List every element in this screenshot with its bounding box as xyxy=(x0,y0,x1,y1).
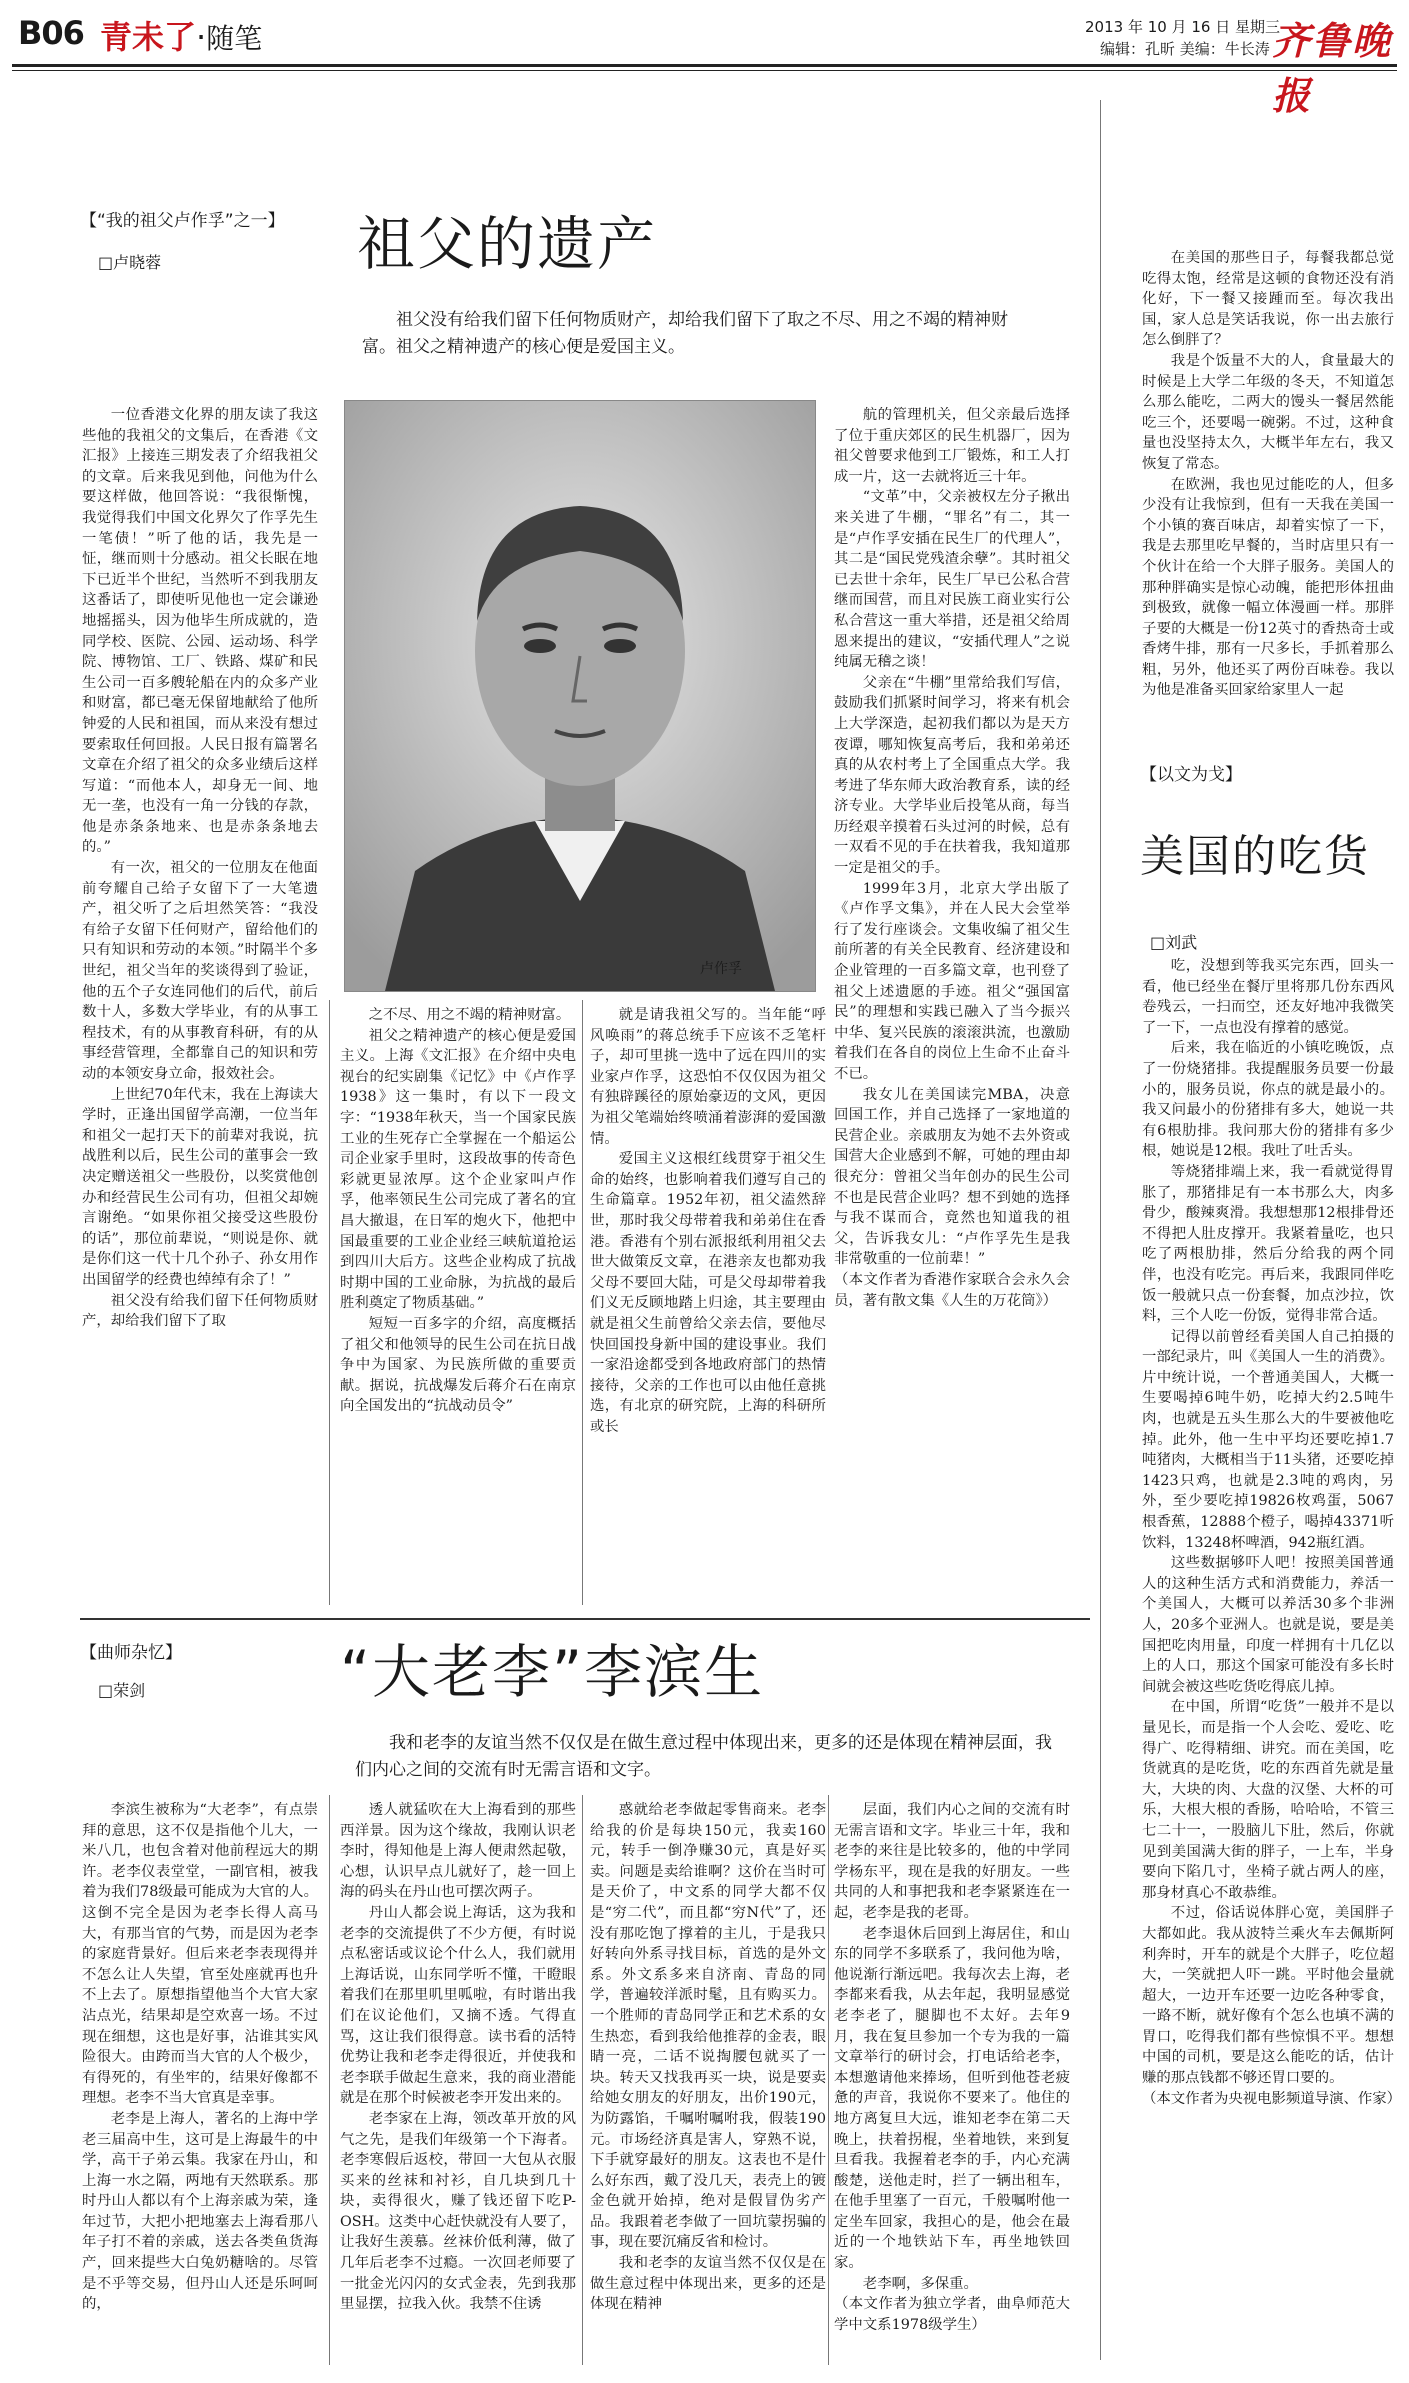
author-note: （本文作者为央视电影频道导演、作家） xyxy=(1142,2090,1402,2107)
photo-caption: 卢作孚 xyxy=(700,961,742,977)
paragraph: 祖父没有给我们留下任何物质财产，却给我们留下了取 xyxy=(82,1292,318,1330)
column-tag: 【曲师杂忆】 xyxy=(80,1643,182,1663)
column-divider xyxy=(828,1795,829,2365)
paragraph: 不过，俗话说体胖心宽，美国胖子大都如此。我从波特兰乘火车去佩斯阿利奔时，开车的就是个大胖子，吃位超大，一笑就把人吓一跳。平时他会量就超大，一边开车还要一边吃各种零食，一路不断，就好像有个怎么也填不满的胃口，吃得我们都有些惊惧不平。想想中国的司机，要是这么能吃的话，估计赚的那点钱都不够还胃口要的。 xyxy=(1142,1905,1394,2087)
section-sub: 随笔 xyxy=(206,22,263,55)
paragraph: 在美国的那些日子，每餐我都总觉吃得太饱，经常是这顿的食物还没有消化好，下一餐又接踵而至。每次我出国，家人总是笑话我说，你一出去旅行怎么倒胖了？ xyxy=(1142,250,1394,349)
header-rule-thin xyxy=(12,70,1397,71)
paragraph: 上世纪70年代末，我在上海读大学时，正逢出国留学高潮，一位当年和祖父一起打天下的前辈对我说，抗战胜利以后，民生公司的董事会一致决定赠送祖父一些股份，以奖赏他创办和经营民生公司有功，但祖父却婉言谢绝。“如果你祖父接受这些股份的话”，那位前辈说，“则说是你、就是你们这一代十几个孙子、孙女用作出国留学的经费也绰绰有余了！” xyxy=(82,1086,318,1288)
section-name: 青未了 xyxy=(100,18,197,56)
author-note: （本文作者为香港作家联合会永久会员，著有散文集《人生的万花筒》） xyxy=(834,1271,1070,1309)
article3-column-3 xyxy=(590,1800,826,2365)
byline: □刘武 xyxy=(1150,933,1198,952)
column-divider xyxy=(582,1000,583,1605)
section-dot: · xyxy=(196,18,207,56)
paragraph: 记得以前曾经看美国人自己拍摄的一部纪录片，叫《美国人一生的消费》。片中统计说，一个普通美国人，大概一生要喝掉6吨牛奶，吃掉大约2.5吨牛肉，也就是五头生那么大的牛要被他吃掉。此外，他一生中平均还要吃掉1.7吨猪肉，大概相当于11头猪，还要吃掉1423只鸡，也就是2.3吨的鸡肉，另外，至少要吃掉19826枚鸡蛋，5067根香蕉，12888个橙子，喝掉43371听饮料，13248杯啤酒，942瓶红酒。 xyxy=(1142,1328,1394,1551)
article-title: 美国的吃货 xyxy=(1140,831,1370,882)
paragraph: 老李啊，多保重。 xyxy=(862,2275,978,2292)
paragraph: 我和老李的友谊当然不仅仅是在做生意过程中体现出来，更多的还是体现在精神 xyxy=(590,2255,826,2313)
paragraph: 老李退休后回到上海居住，和山东的同学不多联系了，我问他为啥，他说渐行渐远吧。我每次去上海，老李都来看我，从去年起，我明显感觉老李老了，腿脚也不太好。去年9月，我在复旦参加一个专为我的一篇文章举行的研讨会，打电话给老李，本想邀请他来捧场，但听到他苍老疲惫的声音，我说你不要来了。他住的地方离复旦大远，谁知老李在第二天晚上，扶着拐棍，坐着地铁，来到复旦看我。我握着老李的手，内心充满酸楚，送他走时，拦了一辆出租车，在他手里塞了一百元，千般嘱咐他一定坐车回家，我担心的是，他会在最近的一个地铁站下车，再坐地铁回家。 xyxy=(834,1925,1070,2272)
author-note: （本文作者为独立学者，曲阜师范大学中文系1978级学生） xyxy=(834,2296,1070,2333)
paragraph: 有一次，祖父的一位朋友在他面前夸耀自己给子女留下了一大笔遗产，祖父听了之后坦然笑答：“我没有给子女留下任何财产，留给他们的只有知识和劳动的本领。”时隔半个多世纪，祖父当年的奖谈得到了验证，他的五个子女连同他们的后代，前后数十人，多数大学毕业，有的从事工程技术，有的从事教育科研，有的从事经营管理，全都靠自己的知识和劳动的本领安身立命，报效社会。 xyxy=(82,860,318,1082)
portrait-photo xyxy=(344,400,816,992)
paragraph: 层面，我们内心之间的交流有时无需言语和文字。毕业三十年，我和老李的来往是比较多的，他的中学同学杨东平，现在是我的好朋友。一些共同的人和事把我和老李紧紧连在一起，老李是我的老哥。 xyxy=(834,1802,1070,1921)
paragraph: 老李家在上海，领改革开放的风气之先，是我们年级第一个下海者。老李寒假后返校，带回一大包从衣服买来的丝袜和衬衫，自几块到几十块，卖得很火，赚了钱还留下吃P-OSH。这类中心赶快就没有人要了，让我好生羡慕。丝袜价低利薄，做了几年后老李不过瘾。一次回老师要了一批金光闪闪的女式金表，先到我那里显摆，拉我入伙。我禁不住诱 xyxy=(340,2110,576,2313)
section-rule xyxy=(80,1618,1090,1620)
column-tag: 【“我的祖父卢作孚”之一】 xyxy=(80,211,285,231)
paragraph: 等烧猪排端上来，我一看就觉得胃胀了，那猪排足有一本书那么大，肉多骨少，酸辣爽滑。我想想那12根排骨还不得把人肚皮撑开。我紧着量吃，也只吃了两根肋排，然后分给我的两个同伴，也没有吃完。再后来，我跟同伴吃饭一般就只点一份套餐，加点沙拉，饮料，三个人吃一份饭，觉得非常合适。 xyxy=(1142,1163,1394,1325)
article-title: 祖父的遗产 xyxy=(357,210,658,278)
paragraph: 惑就给老李做起零售商来。老李给我的价是每块150元，我卖160元，转手一倒净赚30元，真是好买卖。问题是卖给谁啊？这价在当时可是天价了，中文系的同学大都不仅是“穷二代”，而且都“穷N代”了，还没有那吃饱了撑着的主儿，于是我只好转向外系寻找目标，首选的是外文系。外文系多来自济南、青岛的同学，普遍较洋派时髦，且有购买力。一个胜师的青岛同学正和艺术系的女生热恋，看到我给他推荐的金表，眼睛一亮，二话不说掏腰包就买了一块。转天又找我再买一块，说是要卖给她女朋友的好朋友，出价190元，为防露馅，千嘱咐嘱咐我，假装190元。市场经济真是害人，穿熟不说，下手就穿最好的朋友。这表也不是什么好东西，戴了没几天，表壳上的镀金色就开始掉，绝对是假冒伪劣产品。我跟着老李做了一回坑蒙拐骗的事，现在要沉痛反省和检讨。 xyxy=(590,1802,826,2251)
paragraph: 父亲在“牛棚”里常给我们写信，鼓励我们抓紧时间学习，将来有机会上大学深造，起初我们都以为是天方夜谭，哪知恢复高考后，我和弟弟还真的从农村考上了全国重点大学。我考进了华东师大政治教育系，读的经济专业。大学毕业后投笔从商，每当历经艰辛摸着石头过河的时候，总有一双看不见的手在扶着我，我知道那一定是祖父的手。 xyxy=(834,674,1070,877)
article2-column-top xyxy=(1142,248,1394,753)
paragraph: 透人就猛吹在大上海看到的那些西洋景。因为这个缘故，我刚认识老李时，得知他是上海人便肃然起敬，心想，认识早点儿就好了，趁一回上海的码头在丹山也可摆次两子。 xyxy=(340,1802,576,1901)
column-divider xyxy=(329,1795,330,2365)
article2-column-bottom xyxy=(1142,956,1402,2366)
paragraph: 后来，我在临近的小镇吃晚饭，点了一份烧猪排。我提醒服务员要一份最小的，服务员说，你点的就是最小的。我又问最小的份猪排有多大，她说一共有6根肋排。我问那大份的猪排有多少根，她说是12根。我吐了吐舌头。 xyxy=(1142,1040,1394,1160)
article3-column-4 xyxy=(834,1800,1070,2365)
paragraph: 这些数据够吓人吧！按照美国普通人的这种生活方式和消费能力，养活一个美国人，大概可以养活30多个非洲人，20多个亚洲人。也就是说，要是美国把吃肉用量，印度一样拥有十几亿以上的人口，那这个国家可能没有多长时间就会被这些吃货吃得底儿掉。 xyxy=(1142,1555,1394,1695)
column-tag: 【以文为戈】 xyxy=(1140,765,1242,785)
paragraph: 航的管理机关，但父亲最后选择了位于重庆郊区的民生机器厂，因为祖父曾要求他到工厂锻炼，和工人打成一片，这一去就将近三十年。 xyxy=(834,407,1070,485)
paragraph: 就是请我祖父写的。当年能“呼风唤雨”的蒋总统手下应该不乏笔杆子，却可里挑一选中了远在四川的实业家卢作孚，这恐怕不仅仅因为祖父有独辟蹊径的原始豪迈的文风，更因为祖父笔端始终喷涌着澎湃的爱国激情。 xyxy=(590,1007,826,1147)
paragraph: 在中国，所谓“吃货”一般并不是以量见长，而是指一个人会吃、爱吃、吃得广、吃得精细、讲究。而在美国，吃货就真的是吃货，吃的东西首先就是量大，大块的肉、大盘的汉堡、大杯的可乐，大根大根的香肠，哈哈哈，不管三七二十一，一股脑儿下肚，然后，你就见到美国满大街的胖子，一上车，半身要向下陷几寸，坐椅子就占两人的座，那身材真心不敢恭维。 xyxy=(1142,1699,1394,1901)
paragraph: 吃，没想到等我买完东西，回头一看，他已经坐在餐厅里将那几份东西风卷残云，一扫而空，还友好地冲我微笑了一下，一点也没有撑着的感觉。 xyxy=(1142,958,1394,1036)
article1-column-2 xyxy=(340,1005,576,1605)
page-number: B06 xyxy=(18,14,84,52)
section-title xyxy=(100,12,262,58)
article-title: “大老李”李滨生 xyxy=(340,1638,765,1706)
article1-column-1 xyxy=(82,405,318,1330)
paragraph: 我女儿在美国读完MBA，决意回国工作，并自己选择了一家地道的民营企业。亲戚朋友为她不去外资或国营大企业感到不解，可她的理由却很充分：曾祖父当年创办的民生公司不也是民营企业吗？想不到她的选择与我不谋而合，竟然也知道我的祖父，告诉我女儿：“卢作孚先生是我非常敬重的一位前辈！” xyxy=(834,1086,1070,1268)
issue-date: 2013 年 10 月 16 日 星期三 xyxy=(1085,18,1280,36)
article1-column-4 xyxy=(834,405,1070,1605)
paragraph: 老李是上海人，著名的上海中学老三届高中生，这可是上海最牛的中学，高干子弟云集。我家在丹山，和上海一水之隔，两地有天然联系。那时丹山人都以有个上海亲戚为荣，逢年过节，大把小把地塞去上海看那八年子打不着的亲戚，送去各类鱼货海产，回来提些大白兔奶糖啥的。尽管是不乎等交易，但丹山人还是乐呵呵的， xyxy=(82,2110,318,2313)
portrait-illustration xyxy=(345,401,815,991)
article3-column-2 xyxy=(340,1800,576,2365)
header-rule xyxy=(12,64,1397,67)
column-divider xyxy=(582,1795,583,2365)
article-lede: 祖父没有给我们留下任何物质财产，却给我们留下了取之不尽、用之不竭的精神财富。祖父之精神遗产的核心便是爱国主义。 xyxy=(362,310,1008,357)
column-divider xyxy=(1100,100,1101,2360)
article1-column-3 xyxy=(590,1005,826,1605)
paragraph: 1999年3月，北京大学出版了《卢作孚文集》，并在人民大会堂举行了发行座谈会。文集收编了祖父生前所著的有关全民教育、经济建设和企业管理的一百多篇文章，也刊登了祖父上述遗愿的手迹。祖父“强国富民”的理想和实践已融入了当今振兴中华、复兴民族的滚滚洪流，也激励着我们在各自的岗位上生命不止奋斗不已。 xyxy=(834,880,1070,1082)
article3-column-1 xyxy=(82,1800,318,2365)
paragraph: 丹山人都会说上海话，这为我和老李的交流提供了不少方便，有时说点私密话或议论个什么人，我们就用上海话说，山东同学听不懂，干瞪眼着我们在那里叽里呱啦，有时谐出我们在议论他们，又摘不透。气得直骂，这让我们很得意。读书看的活特优势让我和老李走得很近，并使我和老李联手做起生意来，我的商业潜能就是在那个时候被老李开发出来的。 xyxy=(340,1904,576,2107)
paragraph: 我是个饭量不大的人，食量最大的时候是上大学二年级的冬天，不知道怎么那么能吃，二两大的馒头一餐居然能吃三个，还要喝一碗粥。不过，这种食量也没坚持太久，大概半年左右，我又恢复了常态。 xyxy=(1142,352,1394,472)
byline: □卢晓蓉 xyxy=(98,253,162,272)
column-divider xyxy=(329,1000,330,1605)
paragraph: 在欧洲，我也见过能吃的人，但多少没有让我惊到，但有一天我在美国一个小镇的赛百味店，却着实惊了一下，我是去那里吃早餐的，当时店里只有一个伙计在给一个大胖子服务。美国人的那种胖确实是惊心动魄，能把形体扭曲到极致，就像一幅立体漫画一样。那胖子要的大概是一份12英寸的香热奇士或香烤牛排，那有一尺多长，手抓着那么粗，另外，他还买了两份百味卷。我以为他是准备买回家给家里人一起 xyxy=(1142,476,1394,699)
paragraph: 短短一百多字的介绍，高度概括了祖父和他领导的民生公司在抗日战争中为国家、为民族所做的重要贡献。据说，抗战爆发后蒋介石在南京向全国发出的“抗战动员令” xyxy=(340,1315,576,1415)
newspaper-logo: 齐鲁晚报 xyxy=(1272,18,1393,118)
byline: □荣剑 xyxy=(98,1681,146,1700)
paragraph: “文革”中，父亲被权左分子揪出来关进了牛棚，“罪名”有二，其一是“卢作孚安插在民生厂的代理人”，其二是“国民党残渣余孽”。其时祖父已去世十余年，民生厂早已公私合营继而国营，而且对民族工商业实行公私合营这一重大举措，还是祖父给周恩来提出的建议，“安插代理人”之说纯属无稽之谈！ xyxy=(834,489,1070,671)
paragraph: 祖父之精神遗产的核心便是爱国主义。上海《文汇报》在介绍中央电视台的纪实剧集《记忆》中《卢作孚1938》这一集时，有以下一段文字：“1938年秋天，当一个国家民族工业的生死存亡全掌握在一个船运公司企业家手里时，这段故事的传奇色彩就更显浓厚。这个企业家叫卢作孚，他率领民生公司完成了著名的宜昌大撤退，在日军的炮火下，他把中国最重要的工业企业经三峡航道抢运到四川大后方。这些企业构成了抗战时期中国的工业命脉，为抗战的最后胜利奠定了物质基础。” xyxy=(340,1027,576,1312)
article-lede: 我和老李的友谊当然不仅仅是在做生意过程中体现出来，更多的还是体现在精神层面，我们内心之间的交流有时无需言语和文字。 xyxy=(355,1733,1052,1780)
paragraph: 之不尽、用之不竭的精神财富。 xyxy=(368,1007,571,1023)
editors-line: 编辑：孔昕 美编：牛长涛 xyxy=(1100,40,1270,58)
paragraph: 一位香港文化界的朋友读了我这些他的我祖父的文集后，在香港《文汇报》上接连三期发表了介绍我祖父的文章。后来我见到他，问他为什么要这样做，他回答说：“我很惭愧，我觉得我们中国文化界欠了作孚先生一笔债！”听了他的话，我先是一怔，继而则十分感动。祖父长眠在地下已近半个世纪，当然听不到我朋友这番话了，即使听见他也一定会谦逊地摇摇头，因为他毕生所成就的，造同学校、医院、公园、运动场、科学院、博物馆、工厂、铁路、煤矿和民生公司一百多艘轮船在内的众多产业和财富，都已毫无保留地献给了他所钟爱的人民和祖国，而从来没有想过要索取任何回报。人民日报有篇署名文章在介绍了祖父的众多业绩后这样写道：“而他本人，却身无一间、地无一垄，也没有一角一分钱的存款，他是赤条条地来、也是赤条条地去的。” xyxy=(82,407,318,856)
paragraph: 李滨生被称为“大老李”，有点崇拜的意思，这不仅是指他个儿大，一米八几，也包含着对他前程远大的期许。老李仪表堂堂，一副官相，被我着为我们78级最可能成为大官的人。这倒不完全是因为老李长得人高马大，有那当官的气势，而是因为老李的家庭背景好。但后来老李表现得并不怎么让人失望，官至处座就再也升不上去了。原想指望他当个大官大家沾点光，结果却是空欢喜一场。不过现在细想，这也是好事，沾谁其实风险很大。由跨而当大官的人个极少，有得死的，有坐牢的，结果好像都不理想。老李不当大官真是幸事。 xyxy=(82,1802,318,2107)
paragraph: 爱国主义这根红线贯穿于祖父生命的始终，也影响着我们遵写自己的生命篇章。1952年初，祖父溘然辞世，那时我父母带着我和弟弟住在香港。香港有个别右派报纸利用祖父去世大做策反文章，在港亲友也都劝我父母不要回大陆，可是父母却带着我们义无反顾地踏上归途，其主要理由就是祖父生前曾给父亲去信，要他尽快回国投身新中国的建设事业。我们一家沿途都受到各地政府部门的热情接待，父亲的工作也可以由他任意挑选，有北京的研究院，上海的科研所或长 xyxy=(590,1151,826,1435)
